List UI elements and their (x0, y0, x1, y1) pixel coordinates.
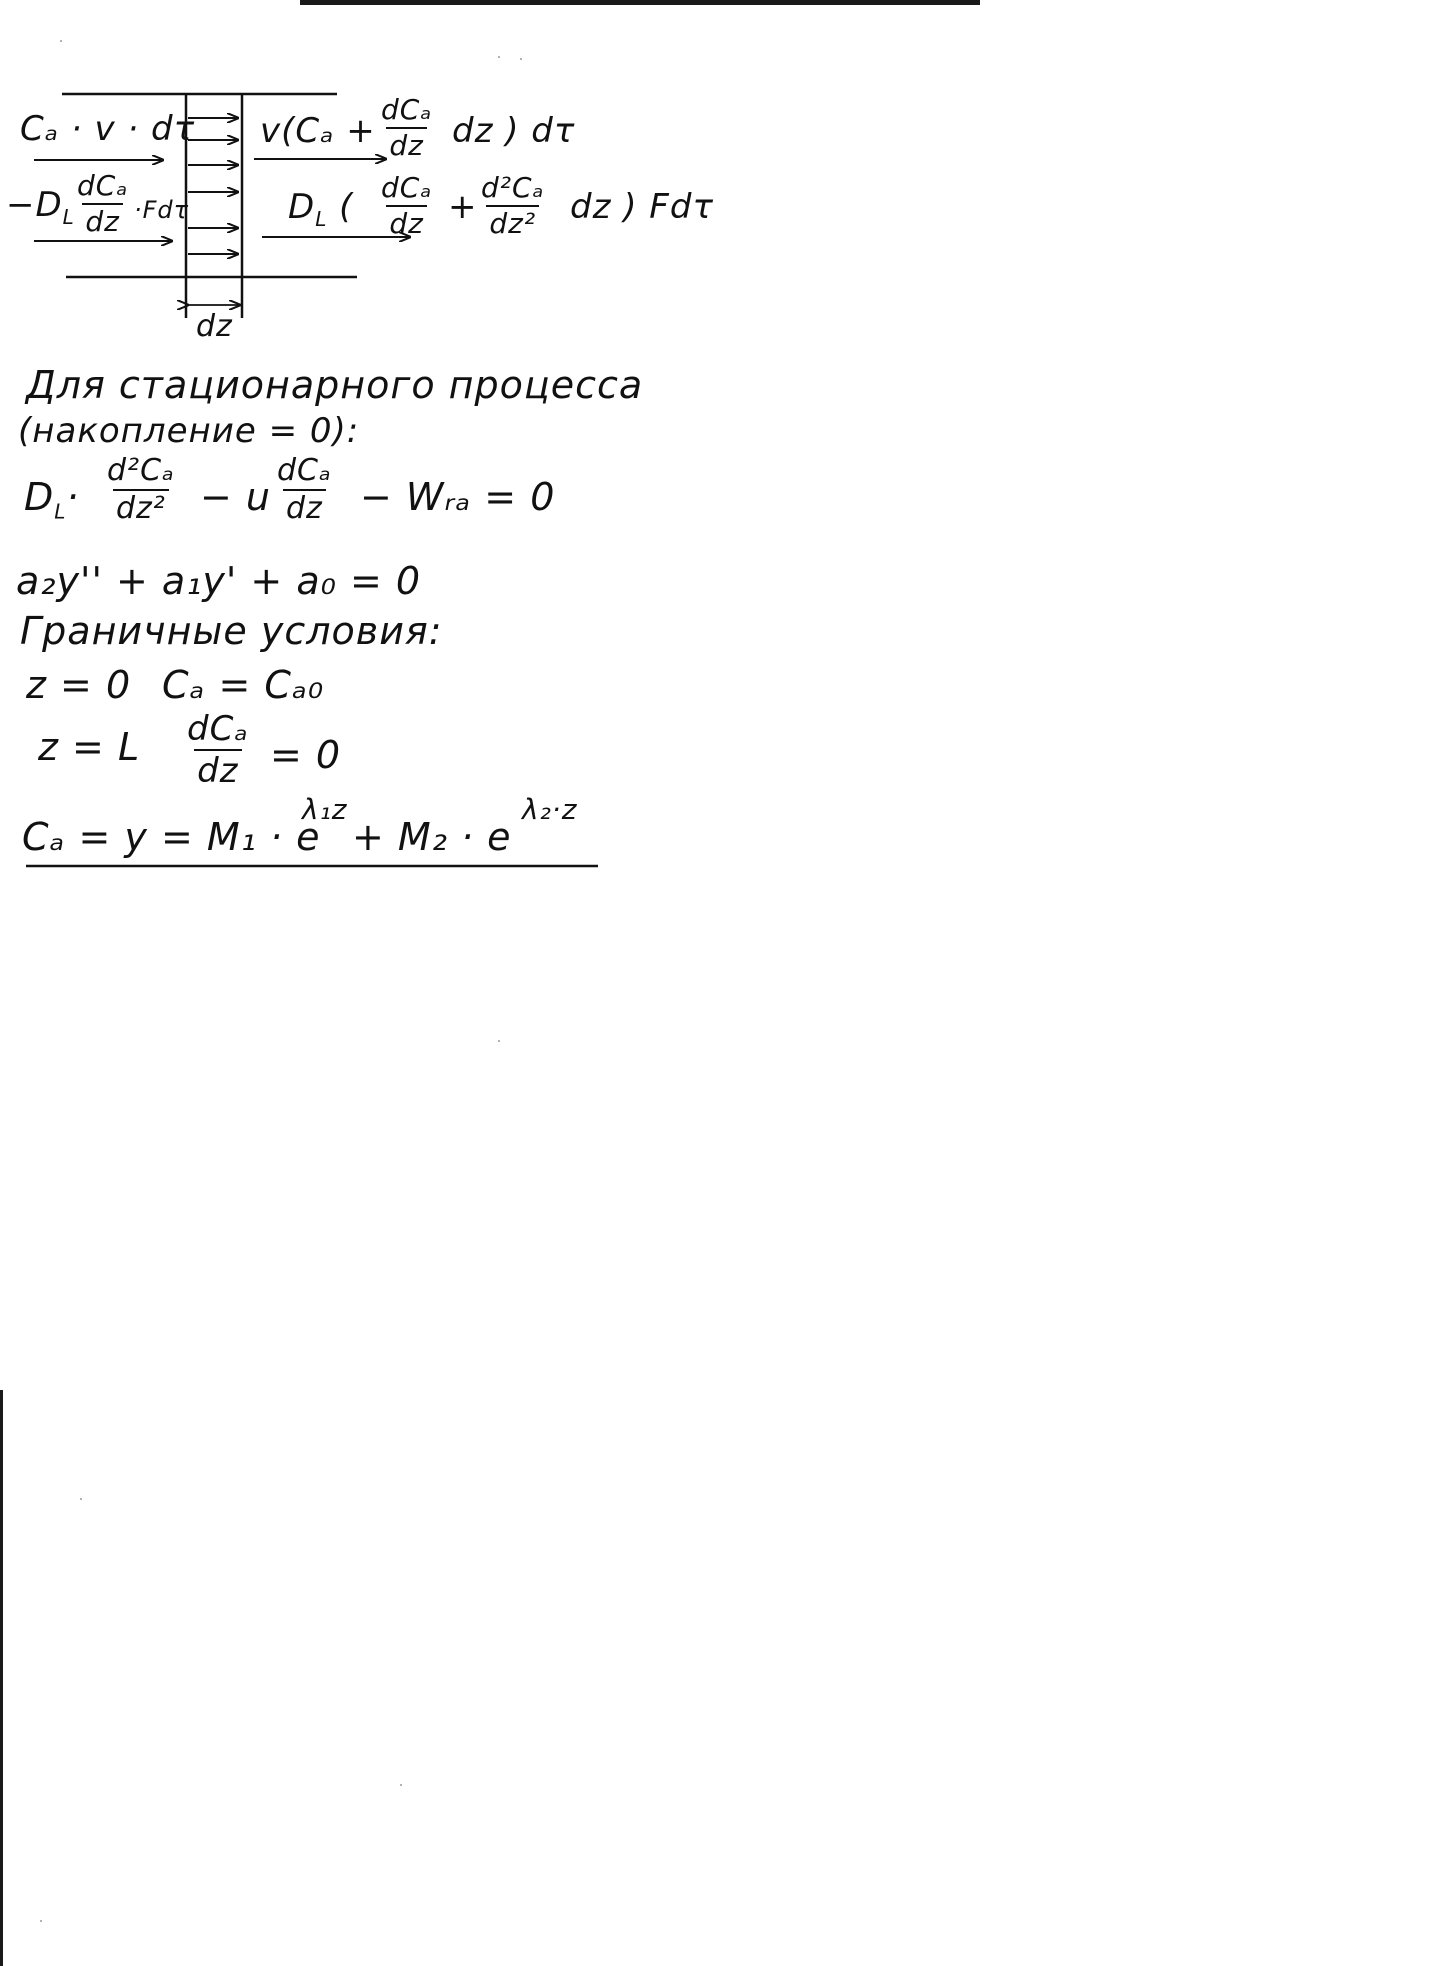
outflow-diffusive-fraction-2 (478, 171, 548, 240)
inflow-diffusive-fraction (74, 169, 131, 238)
element-width-label: dz (196, 309, 233, 344)
outflow-diffusive-sub: L (315, 206, 328, 231)
balance-num1: d²Cₐ (107, 453, 175, 488)
inflow-diffusive-suffix: ·Fdτ (134, 196, 190, 224)
solution-exponent-1: λ₁z (302, 793, 348, 826)
outflow-convective-suffix: dz ) dτ (452, 111, 576, 151)
bc2-tail: = 0 (270, 733, 342, 777)
outflow-diffusive-fraction-1 (378, 171, 435, 240)
general-ode: a₂y'' + a₁y' + a₀ = 0 (16, 559, 422, 603)
balance-num2: dCₐ (277, 453, 332, 488)
inflow-convective-term: Cₐ · v · dτ (20, 109, 196, 149)
outflow-diffusive-den2: dz² (486, 205, 539, 238)
solution-exponent-2: λ₂·z (522, 793, 578, 826)
bc2-left: z = L (38, 725, 141, 769)
outflow-diffusive-num1: dCₐ (381, 171, 433, 204)
inflow-diffusive-den: dz (82, 203, 122, 236)
solution-lhs: Cₐ = y = M₁ · e (22, 815, 321, 859)
bc2-den: dz (194, 749, 241, 788)
outflow-convective-prefix: v(Cₐ + (260, 111, 376, 151)
balance-tail: − Wᵣₐ = 0 (360, 475, 556, 519)
inflow-diffusive-sub: L (62, 204, 75, 229)
outflow-convective-num: dCₐ (381, 93, 433, 126)
solution-mid: + M₂ · e (352, 815, 512, 859)
inflow-diffusive-num: dCₐ (77, 169, 129, 202)
scan-speck (60, 40, 62, 42)
balance-D-symbol: D (24, 475, 55, 519)
steady-state-heading: Для стационарного процесса (26, 363, 644, 407)
bc1-right: Cₐ = Cₐ₀ (162, 663, 325, 707)
scan-speck (520, 58, 522, 60)
balance-den1: dz² (113, 489, 169, 524)
scan-speck (400, 1784, 402, 1786)
balance-D-sub: L (54, 499, 67, 524)
steady-state-note: (накопление = 0): (18, 411, 360, 451)
inflow-diffusive-prefix (6, 185, 75, 229)
scan-speck (80, 1498, 82, 1500)
outflow-diffusive-D: D (288, 187, 316, 227)
outflow-diffusive-den1: dz (386, 205, 426, 238)
element-flow-arrows (188, 118, 238, 254)
scan-speck (498, 56, 500, 58)
bc1-left: z = 0 (26, 663, 132, 707)
outflow-convective-den: dz (386, 127, 426, 160)
outflow-diffusive-prefix (288, 187, 354, 231)
outflow-diffusive-suffix: dz ) Fdτ (570, 187, 714, 227)
bc2-fraction (184, 709, 252, 791)
balance-den2: dz (283, 489, 326, 524)
inflow-diffusive-D: −D (6, 185, 63, 225)
balance-D (24, 475, 80, 524)
outflow-convective-fraction (378, 93, 435, 162)
balance-minus-u: − u (200, 475, 272, 519)
outflow-diffusive-plus: + (448, 187, 478, 227)
boundary-header: Граничные условия: (20, 609, 443, 653)
balance-first-derivative (274, 453, 335, 526)
bc2-num: dCₐ (187, 709, 249, 749)
outflow-diffusive-open: ( (339, 187, 354, 227)
balance-dot: · (66, 475, 80, 519)
outflow-diffusive-num2: d²Cₐ (481, 171, 545, 204)
scan-speck (40, 1920, 42, 1922)
balance-second-derivative (104, 453, 178, 526)
scan-speck (498, 1040, 500, 1042)
